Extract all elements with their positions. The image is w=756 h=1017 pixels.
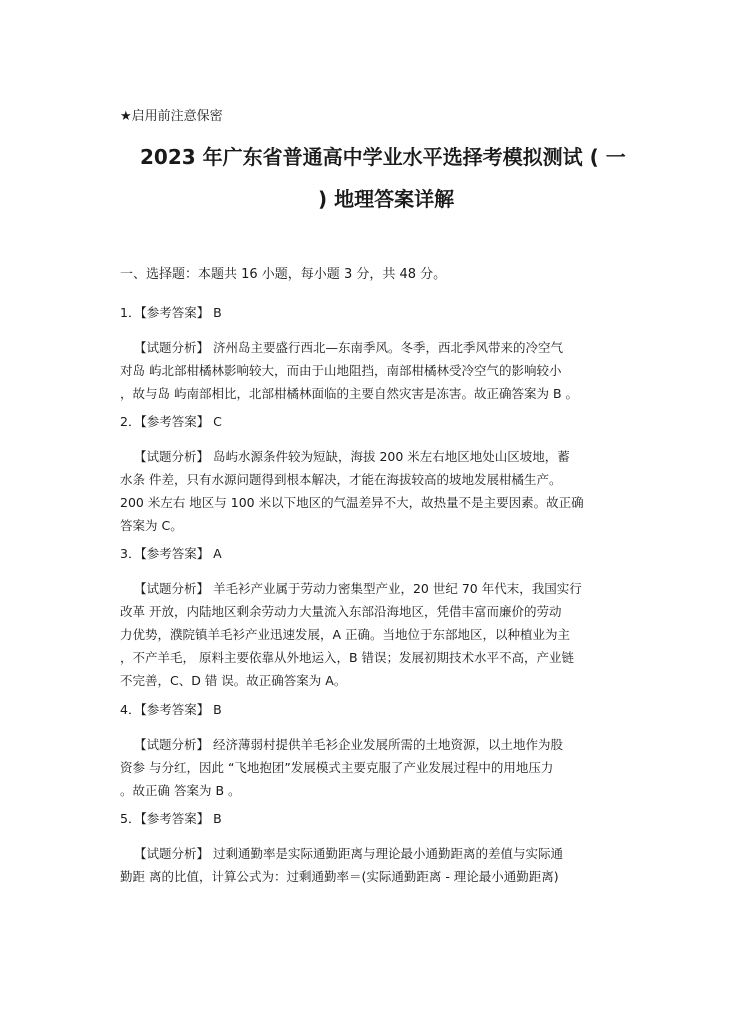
analysis-line: 答案为 C。 bbox=[120, 518, 183, 533]
analysis-line: 水条 件差，只有水源问题得到根本解决，才能在海拔较高的坡地发展柑橘生产。 bbox=[120, 472, 562, 487]
analysis-line: ，故与岛 屿南部相比，北部柑橘林面临的主要自然灾害是冻害。故正确答案为 B 。 bbox=[120, 386, 578, 401]
page-title-line-2: ) 地理答案详解 bbox=[318, 187, 455, 211]
analysis-line: 【试题分析】 羊毛衫产业属于劳动力密集型产业，20 世纪 70 年代末，我国实行 bbox=[134, 581, 582, 596]
section-heading: 一、选择题：本题共 16 小题，每小题 3 分，共 48 分。 bbox=[120, 267, 447, 282]
analysis-line: 资参 与分红，因此 “飞地抱团”发展模式主要克服了产业发展过程中的用地压力 bbox=[120, 760, 554, 775]
answer-5: 5．【参考答案】 B bbox=[120, 811, 222, 826]
analysis-1 bbox=[120, 336, 640, 405]
answer-2: 2．【参考答案】 C bbox=[120, 414, 222, 429]
answer-3: 3．【参考答案】 A bbox=[120, 546, 222, 561]
confidential-notice: ★启用前注意保密 bbox=[120, 109, 223, 124]
analysis-5 bbox=[120, 842, 640, 888]
analysis-line: 对岛 屿北部柑橘林影响较大，而由于山地阻挡，南部柑橘林受冷空气的影响较小 bbox=[120, 363, 562, 378]
answer-1: 1．【参考答案】 B bbox=[120, 305, 222, 320]
analysis-line: 不完善，C、D 错 误。故正确答案为 A。 bbox=[120, 673, 347, 688]
analysis-line: 【试题分析】 岛屿水源条件较为短缺，海拔 200 米左右地区地处山区坡地，蓄 bbox=[134, 449, 570, 464]
analysis-line: 勤距 离的比值，计算公式为：过剩通勤率＝(实际通勤距离 - 理论最小通勤距离) bbox=[120, 869, 559, 884]
analysis-line: ，不产羊毛， 原料主要依靠从外地运入，B 错误；发展初期技术水平不高，产业链 bbox=[120, 650, 575, 665]
analysis-line: 力优势，濮院镇羊毛衫产业迅速发展，A 正确。当地位于东部地区，以种植业为主 bbox=[120, 627, 571, 642]
analysis-line: 200 米左右 地区与 100 米以下地区的气温差异不大，故热量不是主要因素。故正确 bbox=[120, 495, 584, 510]
analysis-2 bbox=[120, 445, 640, 537]
page-title-line-1: 2023 年广东省普通高中学业水平选择考模拟测试 ( 一 bbox=[140, 145, 626, 169]
answer-4: 4．【参考答案】 B bbox=[120, 702, 222, 717]
analysis-3 bbox=[120, 577, 640, 692]
analysis-4 bbox=[120, 733, 640, 802]
analysis-line: 【试题分析】 济州岛主要盛行西北—东南季风。冬季，西北季风带来的冷空气 bbox=[134, 340, 563, 355]
analysis-line: 【试题分析】 经济薄弱村提供羊毛衫企业发展所需的土地资源，以土地作为股 bbox=[134, 737, 563, 752]
analysis-line: 。故正确 答案为 B 。 bbox=[120, 783, 241, 798]
analysis-line: 改革 开放，内陆地区剩余劳动力大量流入东部沿海地区，凭借丰富而廉价的劳动 bbox=[120, 604, 562, 619]
analysis-line: 【试题分析】 过剩通勤率是实际通勤距离与理论最小通勤距离的差值与实际通 bbox=[134, 846, 563, 861]
